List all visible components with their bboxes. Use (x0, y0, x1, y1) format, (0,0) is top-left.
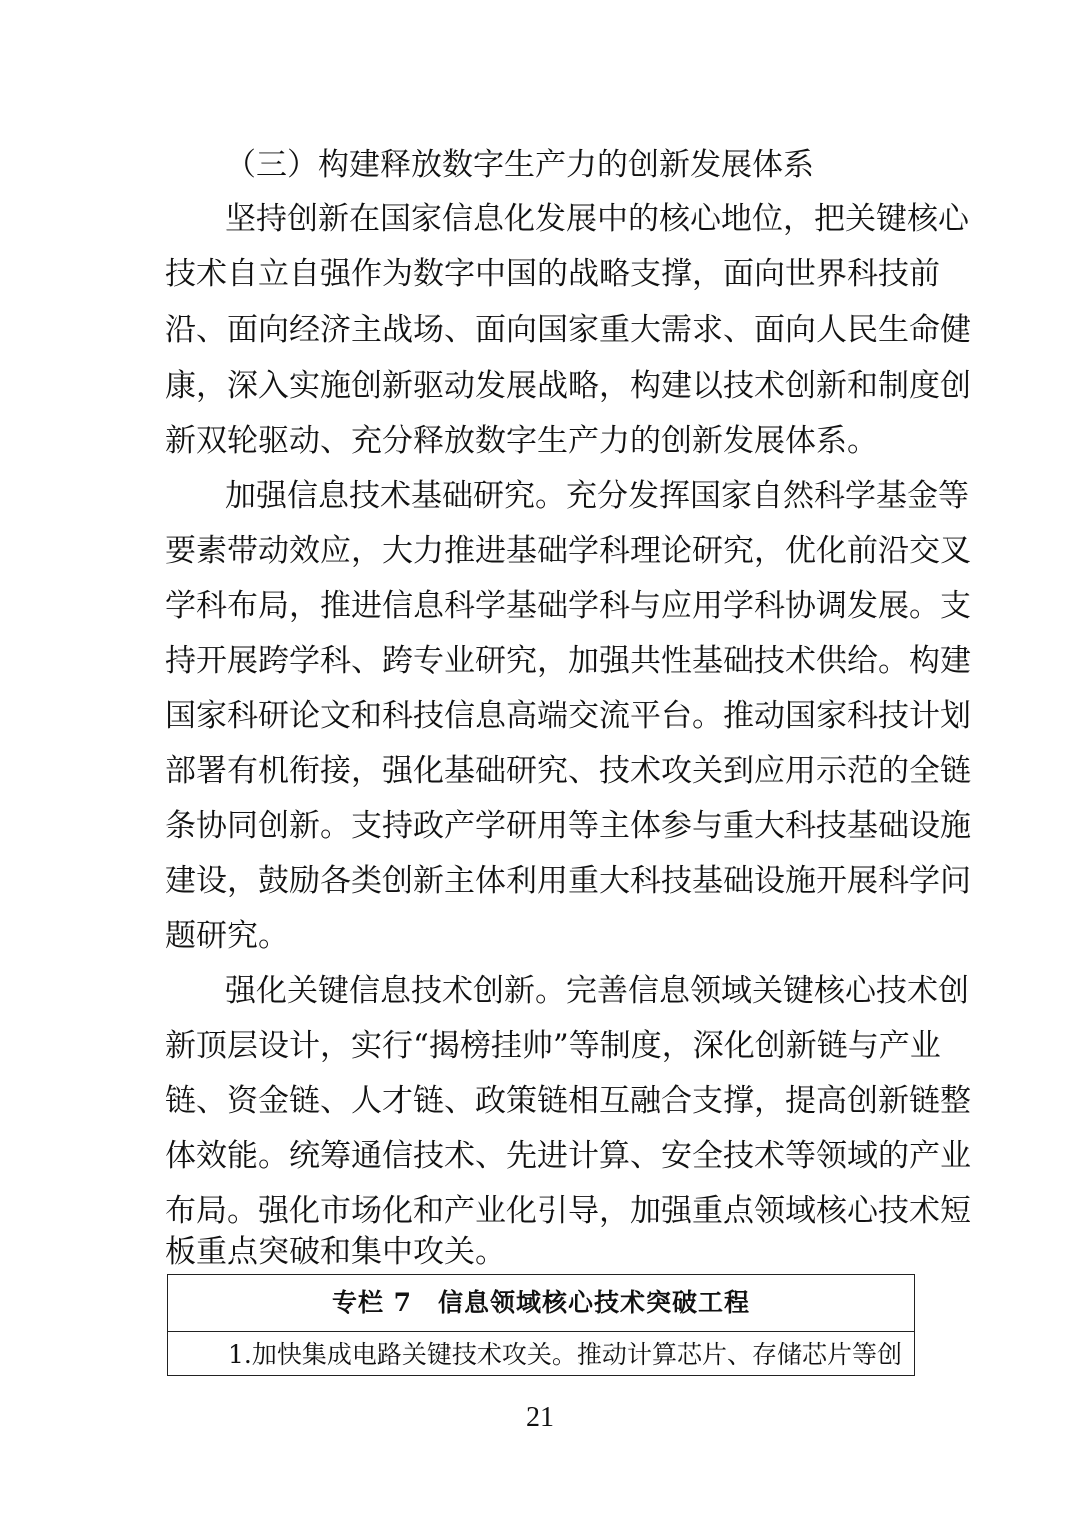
paragraph-1-line: 沿、面向经济主战场、面向国家重大需求、面向人民生命健 (165, 312, 971, 348)
paragraph-2-line: 学科布局，推进信息科学基础学科与应用学科协调发展。支 (165, 588, 971, 624)
paragraph-3-line: 布局。强化市场化和产业化引导，加强重点领域核心技术短 (165, 1193, 971, 1229)
paragraph-2-line: 持开展跨学科、跨专业研究，加强共性基础技术供给。构建 (165, 643, 971, 679)
paragraph-1-line: 坚持创新在国家信息化发展中的核心地位，把关键核心 (225, 201, 969, 237)
paragraph-1-line: 新双轮驱动、充分释放数字生产力的创新发展体系。 (165, 423, 878, 459)
feature-box (167, 1274, 915, 1376)
paragraph-3-line: 板重点突破和集中攻关。 (165, 1234, 506, 1270)
paragraph-2-line: 国家科研论文和科技信息高端交流平台。推动国家科技计划 (165, 698, 971, 734)
paragraph-2-line: 建设，鼓励各类创新主体利用重大科技基础设施开展科学问 (165, 863, 971, 899)
paragraph-1-line: 康，深入实施创新驱动发展战略，构建以技术创新和制度创 (165, 368, 971, 404)
paragraph-1-line: 技术自立自强作为数字中国的战略支撑，面向世界科技前 (165, 256, 940, 292)
section-heading: （三）构建释放数字生产力的创新发展体系 (225, 147, 814, 183)
paragraph-3-line: 链、资金链、人才链、政策链相互融合支撑，提高创新链整 (165, 1083, 971, 1119)
paragraph-2-line: 题研究。 (165, 918, 289, 954)
paragraph-2-line: 要素带动效应，大力推进基础学科理论研究，优化前沿交叉 (165, 533, 971, 569)
feature-box-divider (168, 1331, 914, 1332)
paragraph-2-line: 加强信息技术基础研究。充分发挥国家自然科学基金等 (225, 478, 969, 514)
paragraph-2-line: 部署有机衔接，强化基础研究、技术攻关到应用示范的全链 (165, 753, 971, 789)
page-number: 21 (526, 1402, 554, 1433)
paragraph-2-line: 条协同创新。支持政产学研用等主体参与重大科技基础设施 (165, 808, 971, 844)
feature-box-title: 专栏 7 信息领域核心技术突破工程 (331, 1288, 751, 1317)
paragraph-3-line: 体效能。统筹通信技术、先进计算、安全技术等领域的产业 (165, 1138, 971, 1174)
paragraph-3-line: 强化关键信息技术创新。完善信息领域关键核心技术创 (225, 973, 969, 1009)
feature-box-item: 1.加快集成电路关键技术攻关。推动计算芯片、存储芯片等创 (228, 1340, 902, 1369)
paragraph-3-line: 新顶层设计，实行“揭榜挂帅”等制度，深化创新链与产业 (165, 1028, 941, 1064)
